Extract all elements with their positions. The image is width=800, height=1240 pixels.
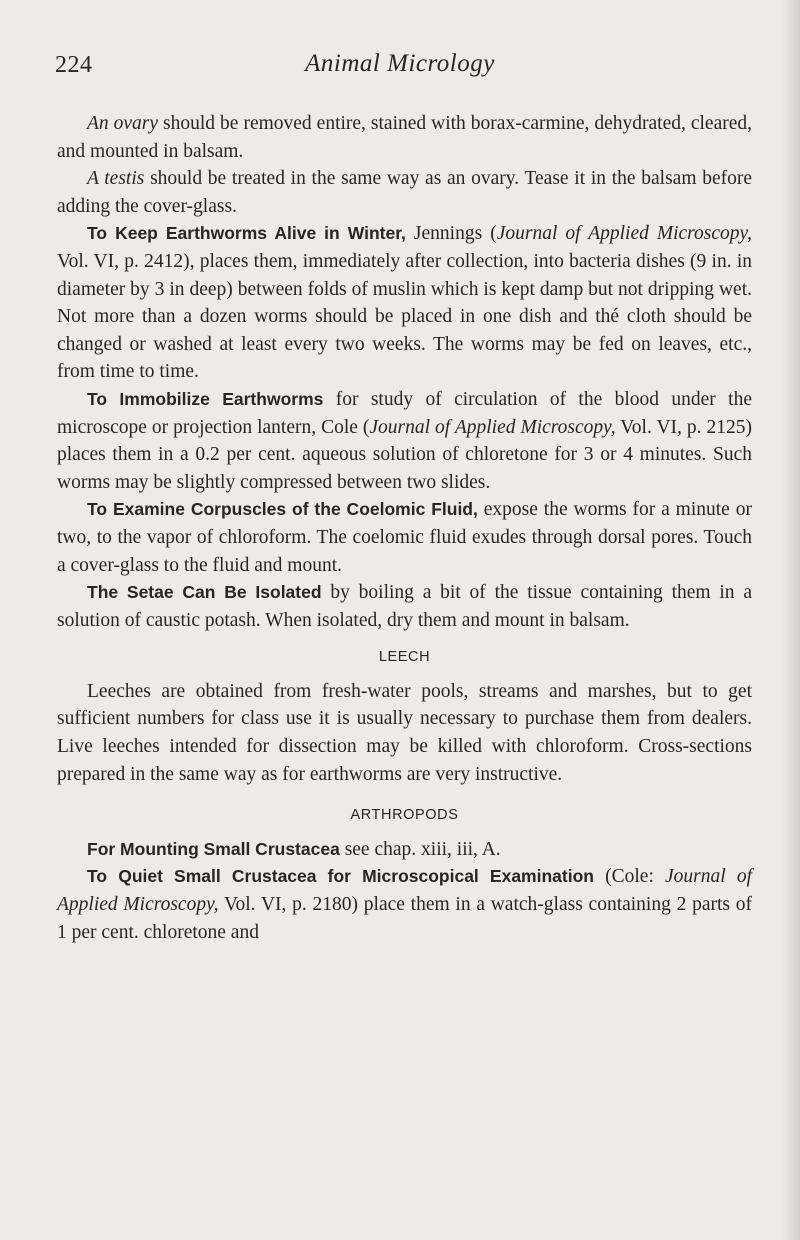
paragraph-ovary <box>57 110 752 165</box>
paragraph-quiet <box>57 863 752 946</box>
immobilize-text-2: Vol. VI, p. 2125) places them in a 0.2 per cent. aqueous solution of chloretone for 3 or 4 minutes. Such worms may be slightly compressed between two slides. <box>57 416 752 493</box>
section-heading-leech: LEECH <box>378 649 431 666</box>
immobilize-journal: Journal of Applied Microscopy, <box>369 416 616 438</box>
mounting-heading: For Mounting Small Crustacea <box>87 838 340 859</box>
paragraph-setae <box>57 579 752 634</box>
keep-alive-text-2: Vol. VI, p. 2412), places them, immediately after collection, into bacteria dishes (9 in. in diameter by 3 in deep) between folds of muslin which is kept damp but not dripping wet. Not more than a dozen worms should be placed in one dish and thé cloth should be changed or washed at least every two weeks. The worms may be fed on leaves, etc., from time to time. <box>57 250 752 383</box>
paragraph-keep-alive <box>57 220 752 386</box>
paragraph-leeches: Leeches are obtained from fresh-water pools, streams and marshes, but to get sufficient numbers for class use it is usually necessary to purchase them from dealers. Live leeches intended for dissection may be killed with chloroform. Cross-sections prepared in the same way as for earthworms are very instructive. <box>57 680 752 785</box>
keep-alive-heading: To Keep Earthworms Alive in Winter, <box>87 223 406 244</box>
section-heading-arthropods: ARTHROPODS <box>350 807 459 824</box>
paragraph-corpuscles <box>57 496 752 579</box>
setae-text: by boiling a bit of the tissue containing them in a solution of caustic potash. When isolated, dry them and mount in balsam. <box>57 582 752 631</box>
quiet-journal: Journal of Applied Microscopy, <box>57 866 752 916</box>
testis-lead: A testis <box>87 168 145 190</box>
ovary-lead: An ovary <box>87 113 159 134</box>
paragraph-testis <box>57 165 752 220</box>
immobilize-heading: To Immobilize Earthworms <box>87 388 324 409</box>
paragraph-mounting <box>57 836 752 864</box>
page-edge-shadow <box>782 0 800 1240</box>
quiet-text-1: (Cole: <box>593 866 666 888</box>
corpuscles-heading: To Examine Corpuscles of the Coelomic Fluid, <box>87 499 478 520</box>
corpuscles-text: expose the worms for a minute or two, to the vapor of chloroform. The coelomic fluid exudes through dorsal pores. Touch a cover-glass to the fluid and mount. <box>57 499 752 576</box>
keep-alive-text-1: Jennings ( <box>405 223 497 245</box>
mounting-text: see chap. xiii, iii, A. <box>339 838 501 860</box>
ovary-text: should be removed entire, stained with borax-carmine, dehydrated, cleared, and mounted in balsam. <box>57 113 752 162</box>
immobilize-text-1: for study of circulation of the blood under the microscope or projection lantern, Cole ( <box>57 388 752 438</box>
testis-text: should be treated in the same way as an ovary. Tease it in the balsam before adding the cover-glass. <box>57 168 752 217</box>
running-title: Animal Micrology <box>305 50 495 77</box>
setae-heading: The Setae Can Be Isolated <box>87 582 322 603</box>
paragraph-immobilize <box>57 386 752 496</box>
keep-alive-journal: Journal of Applied Microscopy, <box>496 223 752 245</box>
page-number: 224 <box>55 52 93 78</box>
page-body <box>57 110 752 946</box>
quiet-text-2: Vol. VI, p. 2180) place them in a watch-glass containing 2 parts of 1 per cent. chloretone and <box>57 894 752 943</box>
quiet-heading: To Quiet Small Crustacea for Microscopical Examination <box>87 866 594 887</box>
